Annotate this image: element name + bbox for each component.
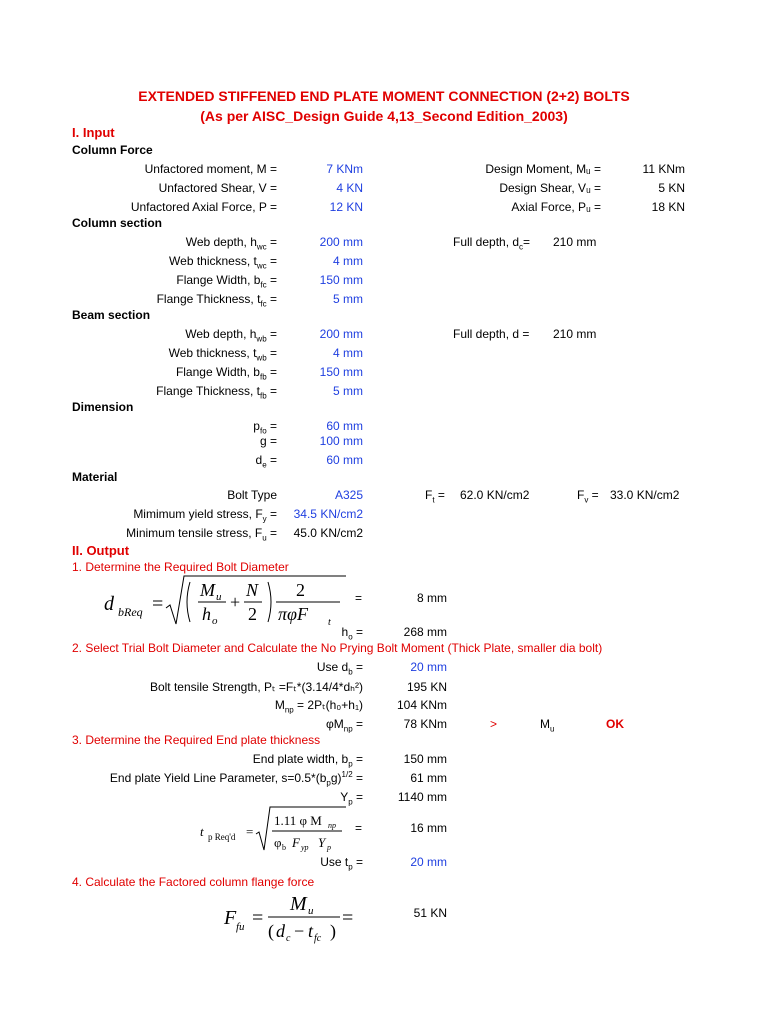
fu-value: 45.0 KN/cm2 bbox=[293, 526, 363, 540]
compare-sign: > bbox=[490, 717, 498, 731]
col-flange-width-value: 150 mm bbox=[319, 273, 363, 287]
svg-text:+: + bbox=[230, 592, 241, 612]
phi-mnp-value: 78 KNm bbox=[403, 717, 447, 731]
svg-text:=: = bbox=[342, 907, 354, 929]
svg-text:=: = bbox=[246, 824, 254, 839]
bolt-diameter-result: 8 mm bbox=[417, 591, 447, 605]
step4-heading: 4. Calculate the Factored column flange force bbox=[72, 875, 315, 889]
dim-pfo-label: $p_{fo}$ = bbox=[253, 419, 277, 436]
formula1-mu-sub: u bbox=[216, 591, 222, 603]
unfactored-axial-value: 12 KN bbox=[329, 200, 363, 214]
formula1-lhs: d bbox=[104, 593, 114, 615]
beam-section-heading: Beam section bbox=[72, 308, 151, 322]
bolt-diameter-formula bbox=[100, 572, 350, 628]
formula1-two-a: 2 bbox=[248, 604, 257, 624]
formula4-lhs-sub: fu bbox=[236, 921, 245, 933]
bolt-tensile-strength-label: Bolt tensile Strength, Pₜ =Fₜ*(3.14/4*dₕ²) bbox=[149, 680, 363, 694]
ho-value: 268 mm bbox=[403, 625, 447, 639]
dim-pfo-value: 60 mm bbox=[326, 419, 363, 433]
bolt-tensile-strength-value: 195 KN bbox=[406, 680, 447, 694]
formula1-n: N bbox=[246, 580, 259, 600]
formula4-tfc: t bbox=[308, 921, 314, 941]
svg-text:=: = bbox=[252, 907, 264, 929]
design-shear-label: Design Shear, Vᵤ = bbox=[499, 181, 601, 195]
beam-web-depth-value: 200 mm bbox=[319, 327, 363, 341]
formula1-den-sub: t bbox=[328, 617, 331, 628]
page-title: EXTENDED STIFFENED END PLATE MOMENT CONNECTION (2+2) BOLTS bbox=[138, 88, 630, 104]
compare-mu: $M_u$ bbox=[540, 717, 555, 734]
yp-label: $Y_p$ = bbox=[340, 790, 363, 807]
bp-value: 150 mm bbox=[403, 752, 447, 766]
beam-web-depth-label: Web depth, $h_{wb}$ = bbox=[185, 327, 277, 344]
unfactored-shear-label: Unfactored Shear, V = bbox=[158, 181, 277, 195]
formula4-dc: d bbox=[276, 921, 285, 941]
phi-mnp-label: $\varphi M_{np}$ = bbox=[325, 717, 363, 734]
step2-heading: 2. Select Trial Bolt Diameter and Calculate the No Prying Bolt Moment (Thick Plate, smaller dia bolt) bbox=[72, 641, 603, 655]
design-shear-value: 5 KN bbox=[658, 181, 685, 195]
axial-force-value: 18 KN bbox=[651, 200, 685, 214]
unfactored-shear-value: 4 KN bbox=[336, 181, 363, 195]
col-full-depth-label: Full depth, $d_c=$ bbox=[453, 235, 531, 252]
col-flange-thickness-value: 5 mm bbox=[333, 292, 363, 306]
formula4-tfc-sub: fc bbox=[314, 933, 322, 944]
unfactored-axial-label: Unfactored Axial Force, P = bbox=[130, 200, 277, 214]
bolt-type-value: A325 bbox=[334, 488, 363, 502]
formula3-yp-sub: p bbox=[327, 843, 331, 852]
column-section-heading: Column section bbox=[72, 216, 163, 230]
formula1-lhs-sub: bReq bbox=[118, 605, 143, 619]
use-db-label: Use $d_b$ = bbox=[316, 660, 363, 677]
formula3-lhs: t bbox=[200, 824, 204, 839]
use-tp-value: 20 mm bbox=[410, 855, 447, 869]
axial-force-label: Axial Force, Pᵤ = bbox=[511, 200, 601, 214]
output-heading: II. Output bbox=[72, 543, 130, 558]
formula4-num-sub: u bbox=[308, 905, 314, 917]
col-web-thickness-value: 4 mm bbox=[333, 254, 363, 268]
mnp-value: 104 KNm bbox=[396, 698, 447, 712]
fy-label: Mimimum yield stress, $F_y$ = bbox=[133, 507, 277, 524]
fv-label: $F_v$ = bbox=[577, 488, 599, 505]
beam-flange-width-label: Flange Width, $b_{fb}$ = bbox=[175, 365, 277, 382]
col-web-depth-label: Web depth, $h_{wc}$ = bbox=[185, 235, 277, 252]
formula4-num: M bbox=[290, 893, 307, 915]
formula3-num: 1.11 φ M bbox=[274, 813, 322, 828]
svg-text:=: = bbox=[152, 593, 164, 615]
dim-g-value: 100 mm bbox=[319, 434, 363, 448]
beam-flange-thickness-value: 5 mm bbox=[333, 384, 363, 398]
fu-label: Minimum tensile stress, $F_u$ = bbox=[126, 526, 277, 543]
mnp-label: $M_{np} = 2P_t(h_0+h_1)$ bbox=[274, 698, 363, 715]
formula3-yp: Y bbox=[318, 835, 326, 850]
plate-thickness-formula bbox=[196, 804, 356, 856]
formula1-den: πφF bbox=[278, 604, 308, 624]
beam-full-depth-value: 210 mm bbox=[553, 327, 597, 341]
design-moment-label: Design Moment, Mᵤ = bbox=[485, 162, 601, 176]
svg-text:(: ( bbox=[268, 921, 274, 941]
fy-value: 34.5 KN/cm2 bbox=[293, 507, 363, 521]
yield-line-s-value: 61 mm bbox=[410, 771, 447, 785]
dimension-heading: Dimension bbox=[72, 400, 134, 414]
formula1-ho: h bbox=[202, 604, 211, 624]
beam-flange-thickness-label: Flange Thickness, $t_{fb}$ = bbox=[156, 384, 277, 401]
unfactored-moment-value: 7 KNm bbox=[326, 162, 363, 176]
formula3-fy: F bbox=[292, 835, 300, 850]
beam-web-thickness-label: Web thickness, $t_{wb}$ = bbox=[168, 346, 277, 363]
formula4-lhs: F bbox=[224, 907, 237, 929]
use-db-value: 20 mm bbox=[410, 660, 447, 674]
formula3-den: φ bbox=[274, 835, 282, 850]
svg-text:−: − bbox=[294, 921, 305, 941]
beam-full-depth-label: Full depth, d = bbox=[453, 327, 530, 341]
bolt-type-label: Bolt Type bbox=[227, 488, 277, 502]
flange-force-result: 51 KN bbox=[413, 906, 447, 920]
input-heading: I. Input bbox=[72, 125, 115, 140]
step3-heading: 3. Determine the Required End plate thickness bbox=[72, 733, 321, 747]
beam-flange-width-value: 150 mm bbox=[319, 365, 363, 379]
fv-value: 33.0 KN/cm2 bbox=[610, 488, 680, 502]
formula3-fy-sub: yp bbox=[301, 843, 309, 852]
formula3-num-sub: np bbox=[328, 821, 336, 830]
formula1-mu: M bbox=[200, 580, 215, 600]
ft-value: 62.0 KN/cm2 bbox=[460, 488, 530, 502]
yield-line-s-label: End plate Yield Line Parameter, $s=0.5*(b_pg)^{1/2}$ = bbox=[109, 770, 363, 788]
tp-required-result: 16 mm bbox=[410, 821, 447, 835]
formula1-two-b: 2 bbox=[296, 580, 305, 600]
ho-label: $h_o$ = bbox=[341, 625, 363, 642]
material-heading: Material bbox=[72, 470, 118, 484]
page-subtitle: (As per AISC_Design Guide 4,13_Second Edition_2003) bbox=[200, 108, 568, 124]
col-flange-width-label: Flange Width, $b_{fc}$ = bbox=[176, 273, 277, 290]
formula1-ho-sub: o bbox=[212, 615, 218, 627]
column-force-heading: Column Force bbox=[72, 143, 153, 157]
formula3-lhs-sub: p Req'd bbox=[208, 832, 236, 842]
formula4-dc-sub: c bbox=[286, 933, 291, 944]
col-flange-thickness-label: Flange Thickness, $t_{fc}$ = bbox=[156, 292, 277, 309]
beam-web-thickness-value: 4 mm bbox=[333, 346, 363, 360]
col-full-depth-value: 210 mm bbox=[553, 235, 597, 249]
check-status: OK bbox=[606, 717, 624, 731]
dim-de-value: 60 mm bbox=[326, 453, 363, 467]
dim-g-label: g = bbox=[259, 434, 277, 448]
yp-value: 1140 mm bbox=[397, 790, 447, 804]
ft-label: $F_t$ = bbox=[425, 488, 445, 505]
bp-label: End plate width, $b_p$ = bbox=[252, 752, 363, 769]
flange-force-formula bbox=[220, 890, 370, 946]
col-web-thickness-label: Web thickness, $t_{wc}$ = bbox=[169, 254, 277, 271]
design-moment-value: 11 KNm bbox=[642, 162, 685, 176]
unfactored-moment-label: Unfactored moment, M = bbox=[144, 162, 277, 176]
step1-heading: 1. Determine the Required Bolt Diameter bbox=[72, 560, 289, 574]
formula3-den-sub: b bbox=[282, 843, 286, 852]
use-tp-label: Use $t_p$ = bbox=[320, 855, 363, 872]
svg-text:): ) bbox=[330, 921, 336, 941]
col-web-depth-value: 200 mm bbox=[319, 235, 363, 249]
dim-de-label: $d_e$ = bbox=[255, 453, 277, 470]
